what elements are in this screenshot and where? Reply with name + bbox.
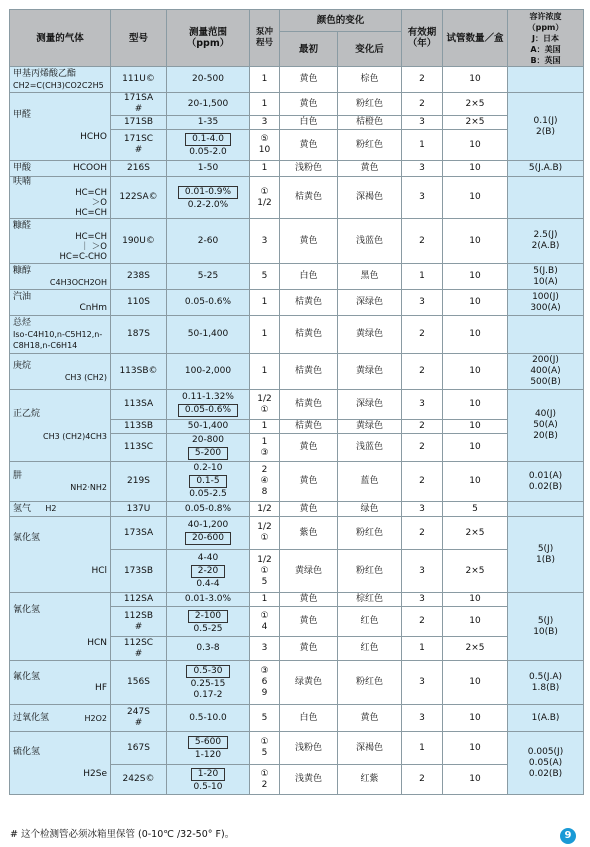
- after-color-cell: 黄绿色: [338, 354, 402, 390]
- after-color-cell: 棕色: [338, 67, 402, 93]
- allow-cell: 0.5(J.A) 1.8(B): [508, 661, 584, 705]
- shelf-cell: 3: [402, 502, 443, 517]
- range-cell: 5-600 1-120: [167, 732, 250, 765]
- initial-color-cell: 桔黄色: [280, 290, 338, 316]
- tubes-cell: 10: [443, 177, 508, 219]
- gas-name-cell: 甲酸 HCOOH: [10, 161, 111, 177]
- gas-name-cell: 氢气 H2: [10, 502, 111, 517]
- shelf-cell: 2: [402, 67, 443, 93]
- initial-color-cell: 黄色: [280, 637, 338, 661]
- tubes-cell: 10: [443, 316, 508, 354]
- pump-cell: 1: [250, 93, 280, 116]
- range-cell: 0.05-0.8%: [167, 502, 250, 517]
- pump-cell: ① 4: [250, 607, 280, 637]
- after-color-cell: 黑色: [338, 264, 402, 290]
- model-cell: 113SC: [111, 434, 167, 462]
- allow-cell: 2.5(J) 2(A.B): [508, 219, 584, 264]
- allow-cell: 200(J) 400(A) 500(B): [508, 354, 584, 390]
- model-cell: 171SB: [111, 116, 167, 130]
- pump-cell: 1/2 ① 5: [250, 550, 280, 593]
- tubes-cell: 2×5: [443, 517, 508, 550]
- table-row: [10, 219, 584, 264]
- tubes-cell: 10: [443, 434, 508, 462]
- gas-name-cell: 汽油 CnHm: [10, 290, 111, 316]
- gas-name-cell: 呋喃 HC=CH ＞O HC=CH: [10, 177, 111, 219]
- allow-cell: 1(A.B): [508, 705, 584, 732]
- range-cell: 0.11-1.32% 0.05-0.6%: [167, 390, 250, 420]
- range-cell: 2-100 0.5-25: [167, 607, 250, 637]
- pump-cell: 1/2 ①: [250, 390, 280, 420]
- pump-cell: ⑤ 10: [250, 130, 280, 161]
- after-color-cell: 浅蓝色: [338, 434, 402, 462]
- range-cell: 0.2-10 0.1-5 0.05-2.5: [167, 462, 250, 502]
- tubes-cell: 2×5: [443, 550, 508, 593]
- initial-color-cell: 白色: [280, 264, 338, 290]
- gas-name-cell: 氟化氢 HF: [10, 661, 111, 705]
- shelf-cell: 3: [402, 705, 443, 732]
- range-cell: 1-50: [167, 161, 250, 177]
- allow-cell: [508, 67, 584, 93]
- shelf-cell: 3: [402, 390, 443, 420]
- gas-name-cell: 甲基丙烯酸乙酯 CH2=C(CH3)CO2C2H5: [10, 67, 111, 93]
- initial-color-cell: 黄色: [280, 607, 338, 637]
- table-row: [10, 705, 584, 732]
- range-cell: 20-1,500: [167, 93, 250, 116]
- table-row: [10, 732, 584, 765]
- initial-color-cell: 黄色: [280, 593, 338, 607]
- shelf-cell: 3: [402, 161, 443, 177]
- model-cell: 112SC #: [111, 637, 167, 661]
- after-color-cell: 蓝色: [338, 462, 402, 502]
- model-cell: 216S: [111, 161, 167, 177]
- range-cell: 1-20 0.5-10: [167, 765, 250, 795]
- gas-detector-table: [9, 9, 584, 795]
- footnote: # 这个检测管必须冰箱里保管 (0-10℃ /32-50° F)。: [10, 829, 235, 840]
- allow-cell: 0.1(J) 2(B): [508, 93, 584, 161]
- shelf-cell: 3: [402, 177, 443, 219]
- header-model: 型号: [111, 10, 167, 67]
- pump-cell: 3: [250, 219, 280, 264]
- gas-name-cell: 总烃 Iso-C4H10,n-C5H12,n- C8H18,n-C6H14: [10, 316, 111, 354]
- gas-name-cell: 糠醇 C4H3OCH2OH: [10, 264, 111, 290]
- after-color-cell: 粉红色: [338, 93, 402, 116]
- after-color-cell: 红紫: [338, 765, 402, 795]
- table-row: [10, 316, 584, 354]
- after-color-cell: 桔橙色: [338, 116, 402, 130]
- shelf-cell: 3: [402, 116, 443, 130]
- table-row: [10, 161, 584, 177]
- pump-cell: 1: [250, 593, 280, 607]
- table-row: [10, 390, 584, 420]
- table-row: [10, 593, 584, 607]
- header-range: 测量范围 （ppm）: [167, 10, 250, 67]
- pump-cell: 1: [250, 420, 280, 434]
- initial-color-cell: 桔黄色: [280, 390, 338, 420]
- model-cell: 219S: [111, 462, 167, 502]
- initial-color-cell: 桔黄色: [280, 177, 338, 219]
- after-color-cell: 红色: [338, 637, 402, 661]
- gas-name-cell: 过氧化氢 H2O2: [10, 705, 111, 732]
- pump-cell: 1: [250, 290, 280, 316]
- shelf-cell: 2: [402, 434, 443, 462]
- initial-color-cell: 黄色: [280, 462, 338, 502]
- model-cell: 247S #: [111, 705, 167, 732]
- initial-color-cell: 黄色: [280, 130, 338, 161]
- allow-cell: 100(J) 300(A): [508, 290, 584, 316]
- model-cell: 167S: [111, 732, 167, 765]
- shelf-cell: 3: [402, 661, 443, 705]
- pump-cell: 1 ③: [250, 434, 280, 462]
- table-row: [10, 661, 584, 705]
- model-cell: 137U: [111, 502, 167, 517]
- shelf-cell: 2: [402, 420, 443, 434]
- table-row: [10, 517, 584, 550]
- gas-name-cell: 氰化氢 HCN: [10, 593, 111, 661]
- pump-cell: 3: [250, 637, 280, 661]
- after-color-cell: 深褐色: [338, 732, 402, 765]
- allow-cell: 40(J) 50(A) 20(B): [508, 390, 584, 462]
- gas-name-cell: 氯化氢 HCl: [10, 517, 111, 593]
- range-cell: 40-1,200 20-600: [167, 517, 250, 550]
- after-color-cell: 黄色: [338, 705, 402, 732]
- shelf-cell: 2: [402, 354, 443, 390]
- allow-cell: [508, 502, 584, 517]
- shelf-cell: 2: [402, 765, 443, 795]
- after-color-cell: 粉红色: [338, 550, 402, 593]
- shelf-cell: 2: [402, 607, 443, 637]
- model-cell: 122SA©: [111, 177, 167, 219]
- after-color-cell: 黄绿色: [338, 420, 402, 434]
- range-cell: 20-500: [167, 67, 250, 93]
- pump-cell: ① 5: [250, 732, 280, 765]
- model-cell: 113SB: [111, 420, 167, 434]
- model-cell: 113SA: [111, 390, 167, 420]
- tubes-cell: 10: [443, 732, 508, 765]
- shelf-cell: 3: [402, 593, 443, 607]
- after-color-cell: 粉红色: [338, 661, 402, 705]
- after-color-cell: 深绿色: [338, 290, 402, 316]
- pump-cell: ③ 6 9: [250, 661, 280, 705]
- pump-cell: 1: [250, 354, 280, 390]
- tubes-cell: 10: [443, 130, 508, 161]
- header-color-change: 颜色的变化: [280, 10, 402, 32]
- shelf-cell: 2: [402, 219, 443, 264]
- range-cell: 50-1,400: [167, 316, 250, 354]
- shelf-cell: 2: [402, 93, 443, 116]
- pump-cell: 1: [250, 316, 280, 354]
- table-row: [10, 502, 584, 517]
- initial-color-cell: 浅黄色: [280, 765, 338, 795]
- table-row: [10, 177, 584, 219]
- allow-cell: 5(J) 1(B): [508, 517, 584, 593]
- gas-name-cell: 糠醛 HC=CH ｜ ＞O HC=C-CHO: [10, 219, 111, 264]
- range-cell: 2-60: [167, 219, 250, 264]
- shelf-cell: 3: [402, 550, 443, 593]
- header-allow: 容许浓度 （ppm） J：日本 A：美国 B：英国: [508, 10, 584, 67]
- pump-cell: ① 2: [250, 765, 280, 795]
- after-color-cell: 黄色: [338, 161, 402, 177]
- range-cell: 5-25: [167, 264, 250, 290]
- tubes-cell: 2×5: [443, 637, 508, 661]
- model-cell: 187S: [111, 316, 167, 354]
- initial-color-cell: 绿黄色: [280, 661, 338, 705]
- allow-cell: 5(J.B) 10(A): [508, 264, 584, 290]
- tubes-cell: 10: [443, 390, 508, 420]
- after-color-cell: 棕红色: [338, 593, 402, 607]
- initial-color-cell: 黄色: [280, 67, 338, 93]
- allow-cell: 0.01(A) 0.02(B): [508, 462, 584, 502]
- pump-cell: 1/2: [250, 502, 280, 517]
- model-cell: 238S: [111, 264, 167, 290]
- range-cell: 100-2,000: [167, 354, 250, 390]
- model-cell: 156S: [111, 661, 167, 705]
- range-cell: 0.5-30 0.25-15 0.17-2: [167, 661, 250, 705]
- range-cell: 0.3-8: [167, 637, 250, 661]
- tubes-cell: 10: [443, 161, 508, 177]
- pump-cell: ① 1/2: [250, 177, 280, 219]
- initial-color-cell: 桔黄色: [280, 316, 338, 354]
- tubes-cell: 10: [443, 607, 508, 637]
- pump-cell: 1: [250, 67, 280, 93]
- table-row: [10, 93, 584, 116]
- model-cell: 113SB©: [111, 354, 167, 390]
- header-tubes: 试管数量／盒: [443, 10, 508, 67]
- tubes-cell: 10: [443, 67, 508, 93]
- table-row: [10, 67, 584, 93]
- pump-cell: 2 ④ 8: [250, 462, 280, 502]
- pump-cell: 3: [250, 116, 280, 130]
- model-cell: 171SA #: [111, 93, 167, 116]
- table-row: [10, 354, 584, 390]
- gas-name-cell: 甲醛 HCHO: [10, 93, 111, 161]
- range-cell: 50-1,400: [167, 420, 250, 434]
- initial-color-cell: 浅粉色: [280, 732, 338, 765]
- allow-cell: 5(J) 10(B): [508, 593, 584, 661]
- model-cell: 112SA: [111, 593, 167, 607]
- tubes-cell: 10: [443, 219, 508, 264]
- initial-color-cell: 黄色: [280, 434, 338, 462]
- pump-cell: 5: [250, 705, 280, 732]
- shelf-cell: 2: [402, 316, 443, 354]
- tubes-cell: 10: [443, 264, 508, 290]
- pump-cell: 5: [250, 264, 280, 290]
- initial-color-cell: 紫色: [280, 517, 338, 550]
- after-color-cell: 黄绿色: [338, 316, 402, 354]
- tubes-cell: 10: [443, 462, 508, 502]
- tubes-cell: 10: [443, 420, 508, 434]
- gas-name-cell: 硫化氢 H2Se: [10, 732, 111, 795]
- initial-color-cell: 黄绿色: [280, 550, 338, 593]
- gas-name-cell: 正乙烷 CH3 (CH2)4CH3: [10, 390, 111, 462]
- range-cell: 0.01-0.9% 0.2-2.0%: [167, 177, 250, 219]
- gas-name-cell: 庚烷 CH3 (CH2): [10, 354, 111, 390]
- range-cell: 4-40 2-20 0.4-4: [167, 550, 250, 593]
- initial-color-cell: 白色: [280, 116, 338, 130]
- after-color-cell: 粉红色: [338, 517, 402, 550]
- header-pump: 泵冲程号: [250, 10, 280, 67]
- range-cell: 20-800 5-200: [167, 434, 250, 462]
- shelf-cell: 1: [402, 264, 443, 290]
- allow-cell: 5(J.A.B): [508, 161, 584, 177]
- table-row: [10, 264, 584, 290]
- initial-color-cell: 桔黄色: [280, 420, 338, 434]
- shelf-cell: 1: [402, 637, 443, 661]
- model-cell: 242S©: [111, 765, 167, 795]
- model-cell: 111U©: [111, 67, 167, 93]
- shelf-cell: 2: [402, 517, 443, 550]
- pump-cell: 1: [250, 161, 280, 177]
- initial-color-cell: 桔黄色: [280, 354, 338, 390]
- range-cell: 0.01-3.0%: [167, 593, 250, 607]
- tubes-cell: 2×5: [443, 116, 508, 130]
- shelf-cell: 2: [402, 462, 443, 502]
- tubes-cell: 10: [443, 354, 508, 390]
- initial-color-cell: 浅粉色: [280, 161, 338, 177]
- tubes-cell: 10: [443, 593, 508, 607]
- tubes-cell: 10: [443, 705, 508, 732]
- tubes-cell: 5: [443, 502, 508, 517]
- tubes-cell: 10: [443, 661, 508, 705]
- initial-color-cell: 黄色: [280, 219, 338, 264]
- model-cell: 173SA: [111, 517, 167, 550]
- header-shelf: 有效期（年）: [402, 10, 443, 67]
- after-color-cell: 粉红色: [338, 130, 402, 161]
- allow-cell: [508, 177, 584, 219]
- initial-color-cell: 白色: [280, 705, 338, 732]
- header-after: 变化后: [338, 32, 402, 67]
- after-color-cell: 深褐色: [338, 177, 402, 219]
- tubes-cell: 10: [443, 290, 508, 316]
- allow-cell: [508, 316, 584, 354]
- model-cell: 112SB #: [111, 607, 167, 637]
- model-cell: 173SB: [111, 550, 167, 593]
- pump-cell: 1/2 ①: [250, 517, 280, 550]
- gas-name-cell: 肼 NH2·NH2: [10, 462, 111, 502]
- after-color-cell: 浅蓝色: [338, 219, 402, 264]
- page-number: 9: [560, 828, 576, 844]
- shelf-cell: 3: [402, 290, 443, 316]
- after-color-cell: 深绿色: [338, 390, 402, 420]
- allow-cell: 0.005(J) 0.05(A) 0.02(B): [508, 732, 584, 795]
- model-cell: 171SC #: [111, 130, 167, 161]
- header-initial: 最初: [280, 32, 338, 67]
- tubes-cell: 2×5: [443, 93, 508, 116]
- after-color-cell: 绿色: [338, 502, 402, 517]
- model-cell: 110S: [111, 290, 167, 316]
- range-cell: 0.5-10.0: [167, 705, 250, 732]
- shelf-cell: 1: [402, 732, 443, 765]
- range-cell: 0.05-0.6%: [167, 290, 250, 316]
- range-cell: 0.1-4.0 0.05-2.0: [167, 130, 250, 161]
- range-cell: 1-35: [167, 116, 250, 130]
- initial-color-cell: 黄色: [280, 93, 338, 116]
- tubes-cell: 10: [443, 765, 508, 795]
- shelf-cell: 1: [402, 130, 443, 161]
- table-row: [10, 290, 584, 316]
- header-gas: 测量的气体: [10, 10, 111, 67]
- after-color-cell: 红色: [338, 607, 402, 637]
- model-cell: 190U©: [111, 219, 167, 264]
- initial-color-cell: 黄色: [280, 502, 338, 517]
- table-row: [10, 462, 584, 502]
